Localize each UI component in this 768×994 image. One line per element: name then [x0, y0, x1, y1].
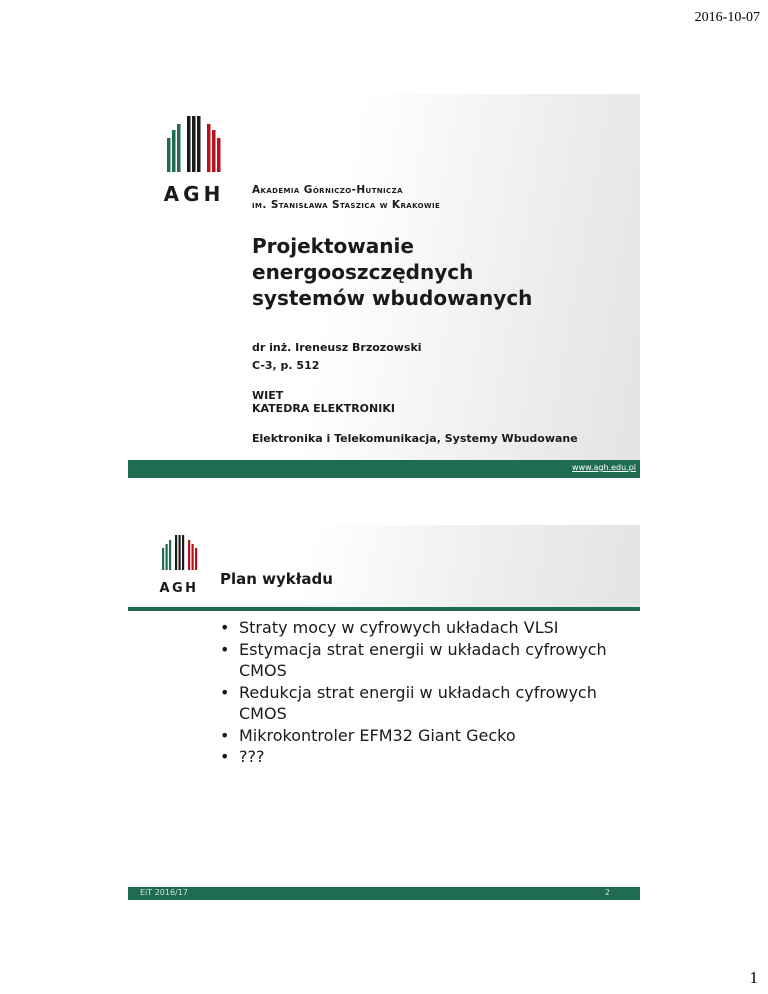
list-item: • Mikrokontroler EFM32 Giant Gecko: [220, 725, 516, 745]
bullet-icon: •: [220, 618, 230, 637]
title-line-3: systemów wbudowanych: [252, 286, 533, 310]
footer-course: EiT 2016/17: [140, 888, 188, 897]
list-item: • Straty mocy w cyfrowych układach VLSI: [220, 618, 559, 637]
website-link[interactable]: www.agh.edu.pl: [572, 463, 636, 472]
department: KATEDRA ELEKTRONIKI: [252, 402, 395, 415]
list-item: • Estymacja strat energii w układach cyfrowych CMOS: [220, 639, 607, 680]
university-name: [252, 183, 440, 213]
title-slide: [128, 94, 640, 478]
list-item: • ???: [220, 747, 265, 766]
slide2-header: [128, 525, 640, 607]
university-line-1: Akademia Górniczo-Hutnicza: [252, 184, 403, 196]
title-line-2: energooszczędnych: [252, 260, 474, 284]
slide2-title: Plan wykładu: [220, 570, 333, 588]
list-item: • Redukcja strat energii w układach cyfrowych CMOS: [220, 682, 597, 723]
agh-logo-text: AGH: [163, 182, 225, 206]
agenda-slide: [128, 525, 640, 900]
agh-logo-small: [159, 535, 209, 599]
slide2-footer-bar: [128, 887, 640, 900]
header-divider: [128, 607, 640, 611]
faculty: WIET: [252, 389, 284, 402]
university-line-2: im. Stanisława Staszica w Krakowie: [252, 199, 441, 211]
agh-logo: [160, 116, 246, 214]
page-number: 1: [749, 968, 758, 987]
bullet-icon: •: [220, 725, 230, 745]
agh-logo-small-text: AGH: [159, 581, 199, 595]
bullet-icon: •: [220, 639, 230, 659]
presentation-title: [252, 233, 532, 311]
room: C-3, p. 512: [252, 359, 320, 372]
author: dr inż. Ireneusz Brzozowski: [252, 341, 422, 354]
bullet-icon: •: [220, 747, 230, 766]
title-line-1: Projektowanie: [252, 234, 414, 258]
page-date: 2016-10-07: [694, 10, 760, 25]
slide1-bottom-bar: [128, 460, 640, 478]
footer-slide-number: 2: [604, 888, 610, 897]
agenda-list: [220, 617, 620, 768]
bullet-icon: •: [220, 682, 230, 702]
program: Elektronika i Telekomunikacja, Systemy Wbudowane: [252, 432, 578, 445]
